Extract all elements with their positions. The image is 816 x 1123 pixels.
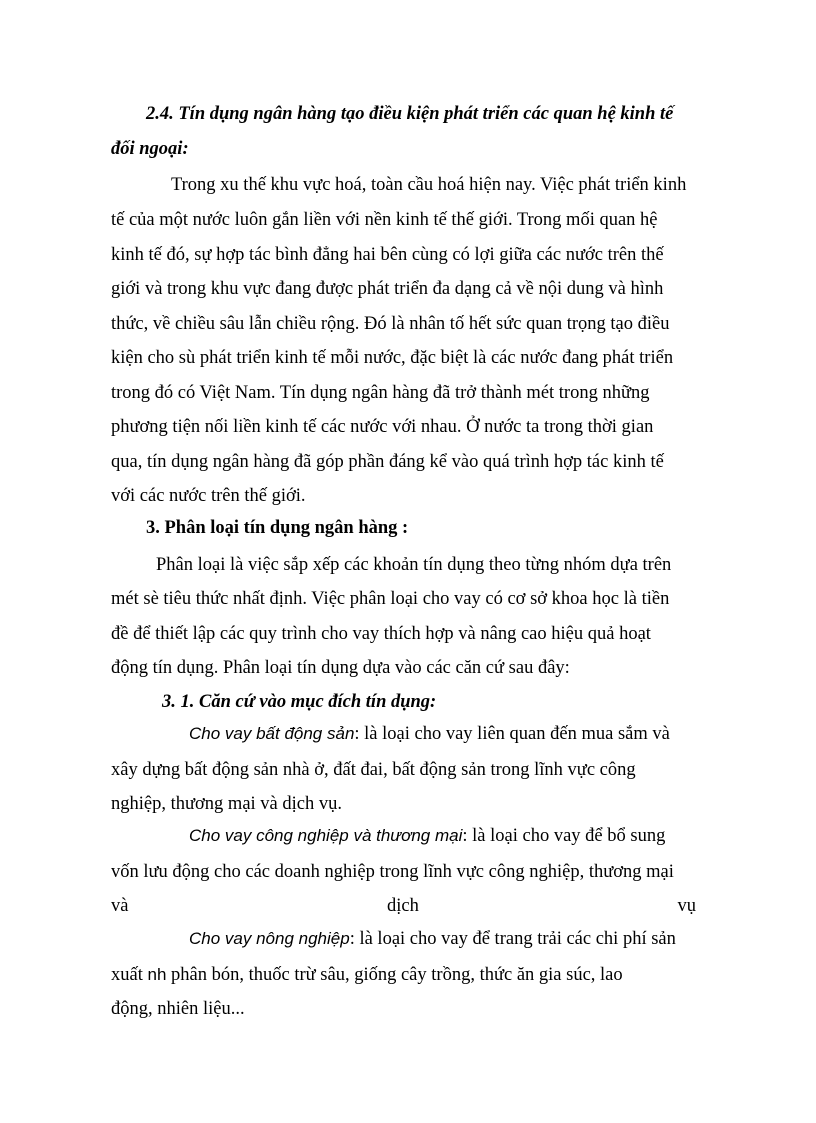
section-3-heading: 3. Phân loại tín dụng ngân hàng : <box>146 518 409 538</box>
item-description: : là loại cho vay liên quan đến mua sắm và <box>354 724 670 744</box>
paragraph-line: đề để thiết lập các quy trình cho vay thích hợp và nâng cao hiệu quả hoạt <box>111 624 651 644</box>
item-description: : là loại cho vay để bổ sung <box>462 826 666 846</box>
section-2-4-heading-line1: 2.4. Tín dụng ngân hàng tạo điều kiện phát triển các quan hệ kinh tế <box>146 104 674 124</box>
text-fragment: nh <box>147 965 167 984</box>
paragraph-line: giới và trong khu vực đang được phát triển đa dạng cả về nội dung và hình <box>111 279 664 299</box>
paragraph-line: tế của một nước luôn gắn liền với nền kinh tế thế giới. Trong mối quan hệ <box>111 210 658 230</box>
paragraph-line: Trong xu thế khu vực hoá, toàn cầu hoá hiện nay. Việc phát triển kinh <box>171 175 687 195</box>
paragraph-line: với các nước trên thế giới. <box>111 486 306 506</box>
item-description: : là loại cho vay để trang trải các chi phí sản <box>349 929 676 949</box>
item-real-estate-line1 <box>189 725 670 744</box>
paragraph-line: phương tiện nối liền kinh tế các nước với nhau. Ở nước ta trong thời gian <box>111 417 654 437</box>
paragraph-line: nghiệp, thương mại và dịch vụ. <box>111 794 342 814</box>
section-3-1-heading: 3. 1. Căn cứ vào mục đích tín dụng: <box>162 692 437 712</box>
item-term: Cho vay bất động sản <box>189 724 355 743</box>
justified-line <box>111 897 696 916</box>
paragraph-line: trong đó có Việt Nam. Tín dụng ngân hàng đã trở thành mét trong những <box>111 383 650 403</box>
paragraph-line: vốn lưu động cho các doanh nghiệp trong lĩnh vực công nghiệp, thương mại <box>111 862 674 882</box>
paragraph-line: thức, về chiều sâu lẫn chiều rộng. Đó là nhân tố hết sức quan trọng tạo điều <box>111 314 670 334</box>
word: vụ <box>677 896 696 916</box>
text-fragment: phân bón, thuốc trừ sâu, giống cây trồng, thức ăn gia súc, lao <box>166 965 623 985</box>
item-agriculture-line2 <box>111 966 623 985</box>
paragraph-line: mét sè tiêu thức nhất định. Việc phân loại cho vay có cơ sở khoa học là tiền <box>111 589 670 609</box>
paragraph-line: xây dựng bất động sản nhà ở, đất đai, bất động sản trong lĩnh vực công <box>111 760 636 780</box>
paragraph-line: Phân loại là việc sắp xếp các khoản tín dụng theo từng nhóm dựa trên <box>156 555 672 575</box>
item-term: Cho vay công nghiệp và thương mại <box>189 826 463 845</box>
paragraph-line: kiện cho sù phát triển kinh tế mỗi nước, đặc biệt là các nước đang phát triển <box>111 348 674 368</box>
word: và <box>111 896 129 916</box>
item-industry-commerce-line1 <box>189 827 665 846</box>
paragraph-line: kinh tế đó, sự hợp tác bình đẳng hai bên cùng có lợi giữa các nước trên thế <box>111 245 664 265</box>
paragraph-line: động tín dụng. Phân loại tín dụng dựa vào các căn cứ sau đây: <box>111 658 570 678</box>
paragraph-line: qua, tín dụng ngân hàng đã góp phần đáng kể vào quá trình hợp tác kinh tế <box>111 452 664 472</box>
item-term: Cho vay nông nghiệp <box>189 929 350 948</box>
item-agriculture-line1 <box>189 930 676 949</box>
text-fragment: xuất <box>111 965 148 985</box>
paragraph-line: động, nhiên liệu... <box>111 999 245 1019</box>
section-2-4-heading-line2: đối ngoại: <box>111 139 189 159</box>
word: dịch <box>387 896 419 916</box>
